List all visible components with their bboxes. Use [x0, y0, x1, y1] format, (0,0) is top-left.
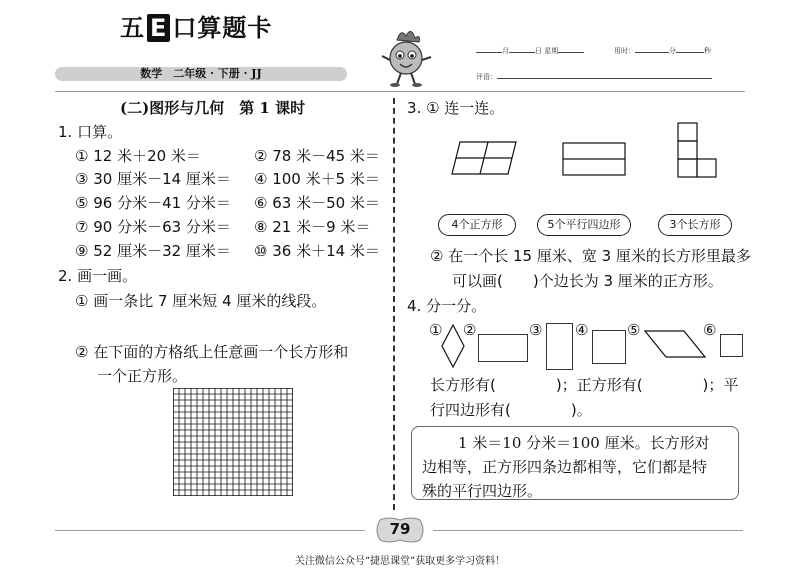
day-label: 日 — [535, 47, 542, 55]
comment-line — [476, 70, 712, 82]
q1-item-8: ⑧ 21 米－9 米＝ — [254, 218, 371, 236]
q1-item-9: ⑨ 52 厘米－32 厘米＝ — [75, 242, 231, 260]
q1-item-4: ④ 100 米＋5 米＝ — [254, 170, 380, 188]
q1-item-1: ① 12 米＋20 米＝ — [75, 147, 201, 165]
q1-label: 1. 口算。 — [58, 123, 123, 141]
shape-number-6: ⑥ — [703, 321, 717, 339]
footer-rule-right — [433, 530, 743, 531]
footer-rule-left — [55, 530, 365, 531]
wide-rectangle-shape — [478, 334, 528, 362]
knowledge-note — [411, 426, 739, 500]
comment-label: 评语： — [476, 73, 497, 81]
column-divider — [393, 98, 395, 510]
shape-number-1: ① — [429, 321, 443, 339]
rectangle-figure — [562, 142, 626, 176]
brand-prefix: 五 — [120, 14, 145, 42]
brand-letter: E — [147, 14, 170, 42]
note-line-2: 边相等，正方形四条边都相等，它们都是特 — [422, 458, 708, 476]
small-square-shape — [720, 334, 743, 357]
header-rule — [55, 91, 745, 92]
page-number: 79 — [389, 520, 411, 538]
month-label: 月 — [502, 47, 509, 55]
note-line-1: 1 米＝10 分米＝100 厘米。长方形对 — [458, 434, 710, 452]
q1-item-10: ⑩ 36 米＋14 米＝ — [254, 242, 380, 260]
q2-item-2-line2: 一个正方形。 — [97, 367, 188, 385]
q1-item-7: ⑦ 90 分米－63 分米＝ — [75, 218, 231, 236]
brand-title — [120, 8, 272, 43]
subject-bar: 数学 二年级 · 下册 · JJ — [55, 67, 347, 81]
second-label: 秒 — [704, 47, 711, 55]
tall-rectangle-shape — [546, 323, 573, 370]
note-line-3: 殊的平行四边形。 — [422, 482, 543, 500]
q3-item-2-line2: 可以画( )个边长为 3 厘米的正方形。 — [452, 272, 723, 290]
q2-label: 2. 画一画。 — [58, 267, 138, 285]
q2-item-2-line1: ② 在下面的方格纸上任意画一个长方形和 — [75, 343, 349, 361]
shape-number-5: ⑤ — [627, 321, 641, 339]
option-3-rectangles[interactable]: 3个长方形 — [658, 214, 732, 236]
time-line — [614, 44, 711, 56]
q1-item-6: ⑥ 63 米－50 米＝ — [254, 194, 380, 212]
square-shape — [592, 330, 626, 364]
rhombus-shape — [441, 324, 465, 368]
weekday-label: 星期 — [544, 47, 559, 55]
q3-item-2-line1: ② 在一个长 15 厘米、宽 3 厘米的长方形里最多 — [430, 247, 751, 265]
q1-item-3: ③ 30 厘米－14 厘米＝ — [75, 170, 231, 188]
mascot-icon — [375, 26, 437, 88]
q3-label: 3. ① 连一连。 — [407, 99, 505, 117]
shape-number-3: ③ — [529, 321, 543, 339]
q1-item-5: ⑤ 96 分米－41 分米＝ — [75, 194, 231, 212]
option-5-parallelograms[interactable]: 5个平行四边形 — [537, 214, 631, 236]
brand-suffix: 口算题卡 — [172, 14, 273, 42]
q1-item-2: ② 78 米－45 米＝ — [254, 147, 380, 165]
footer-text: 关注微信公众号“捷思课堂”获取更多学习资料！ — [294, 556, 506, 567]
q2-item-1: ① 画一条比 7 厘米短 4 厘米的线段。 — [75, 292, 327, 310]
q4-answer-line1[interactable]: 长方形有( )；正方形有( )；平 — [430, 376, 739, 394]
shape-number-2: ② — [463, 321, 477, 339]
square-stack-figure — [677, 122, 719, 178]
q4-answer-line2[interactable]: 行四边形有( )。 — [430, 401, 592, 419]
option-4-squares[interactable]: 4个正方形 — [438, 214, 516, 236]
grid-paper[interactable] — [173, 388, 293, 496]
date-line — [476, 44, 584, 56]
time-label: 用时： — [614, 47, 635, 55]
shape-number-4: ④ — [575, 321, 589, 339]
parallelogram-figure — [450, 140, 520, 176]
q4-label: 4. 分一分。 — [407, 297, 487, 315]
parallelogram-shape — [644, 330, 706, 358]
minute-label: 分 — [669, 47, 676, 55]
section-title: (二)图形与几何 第 1 课时 — [120, 99, 306, 117]
